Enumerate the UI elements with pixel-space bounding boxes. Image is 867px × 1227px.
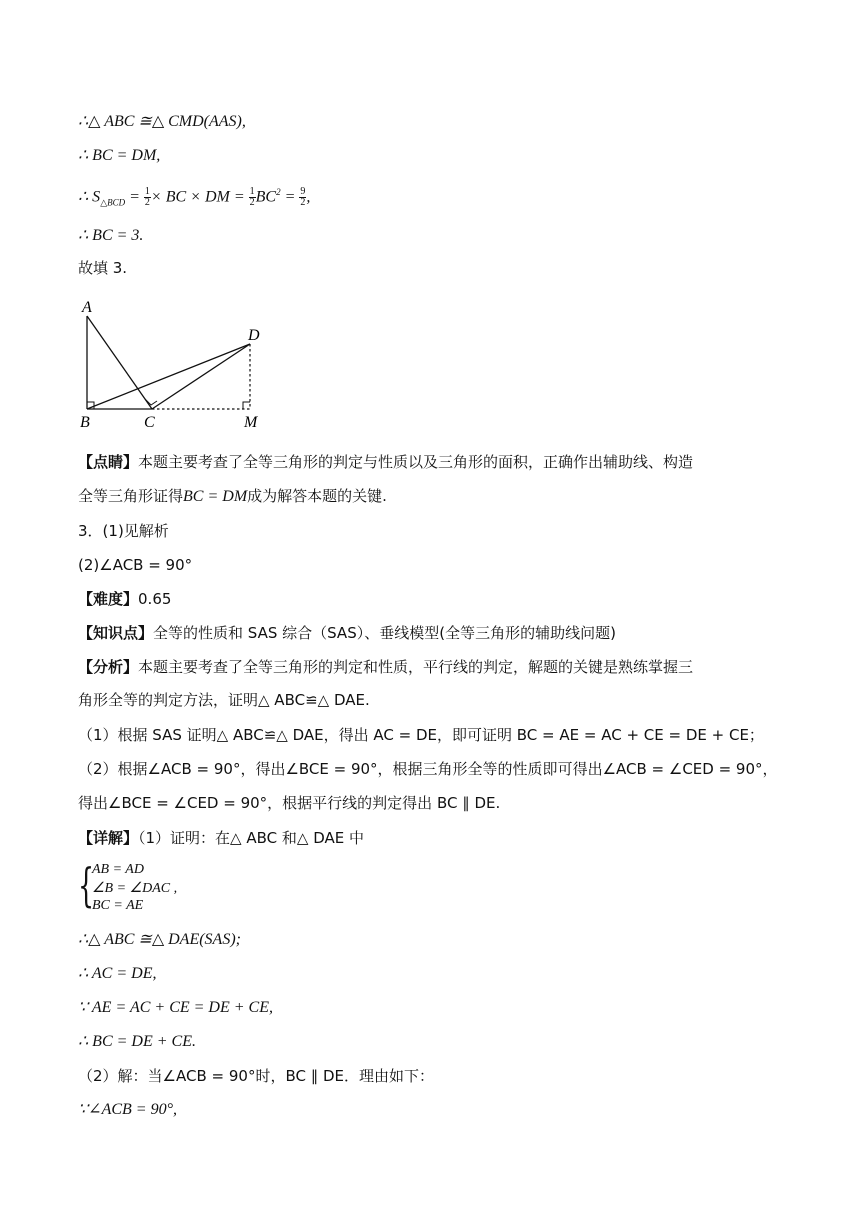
proof-line-bc-dm: ∴ BC = DM, (78, 147, 161, 164)
area-comma: , (306, 188, 311, 206)
label-c: C (144, 414, 155, 431)
knowledge-line (78, 623, 616, 643)
segment-bd (87, 344, 250, 409)
label-a: A (82, 299, 92, 316)
dianjing-line-1 (78, 452, 693, 472)
analysis-text-1: 本题主要考查了全等三角形的判定和性质，平行线的判定，解题的关键是熟练掌握三 (138, 658, 694, 676)
dianjing-text-1: 本题主要考查了全等三角形的判定与性质以及三角形的面积，正确作出辅助线、构造 (138, 453, 694, 471)
label-m: M (244, 414, 258, 431)
fraction-half-2: $\frac{1}{2}$ (249, 186, 255, 209)
detail-text: （1）证明：在△ ABC 和△ DAE 中 (138, 829, 364, 847)
label-b: B (80, 414, 90, 431)
area-eq2: = (280, 188, 300, 206)
difficulty-line (78, 589, 171, 609)
segment-ac (87, 316, 152, 409)
detail-label: 【详解】 (78, 829, 139, 847)
solution-line-2: ∴ AC = DE, (78, 965, 157, 982)
area-eq1: = (125, 188, 144, 206)
analysis-line-2: 角形全等的判定方法，证明△ ABC≌△ DAE. (78, 691, 370, 709)
segment-cd (152, 344, 250, 409)
analysis-point-1: （1）根据 SAS 证明△ ABC≌△ DAE，得出 AC = DE，即可证明 BC = AE = AC + CE = DE + CE； (78, 726, 764, 744)
analysis-point-3: 得出∠BCE = ∠CED = 90°，根据平行线的判定得出 BC ∥ DE. (78, 794, 501, 812)
analysis-label: 【分析】 (78, 658, 139, 676)
system-brace: { (78, 858, 95, 912)
label-d: D (248, 327, 260, 344)
dianjing-label: 【点睛】 (78, 453, 139, 471)
knowledge-text: 全等的性质和 SAS 综合（SAS）、垂线模型(全等三角形的辅助线问题) (153, 624, 616, 642)
area-square: 2 (276, 187, 281, 197)
analysis-point-2: （2）根据∠ACB = 90°，得出∠BCE = 90°，根据三角形全等的性质即可得出∠ACB = ∠CED = 90°， (78, 760, 778, 778)
solution-line-5: （2）解：当∠ACB = 90°时，BC ∥ DE．理由如下： (78, 1067, 435, 1085)
system-row-3: BC = AE (92, 898, 144, 913)
fraction-half-1: $\frac{1}{2}$ (144, 186, 150, 209)
system-row-1: AB = AD (92, 862, 144, 877)
area-product: × BC × DM = (150, 188, 249, 206)
area-prefix: ∴ S (78, 188, 101, 206)
q3-answer-2: (2)∠ACB = 90° (78, 556, 193, 574)
proof-line-congruence: ∴△ ABC ≅△ CMD(AAS), (78, 113, 246, 130)
dianjing-text-2b: 成为解答本题的关键. (247, 487, 387, 505)
dianjing-math: BC = DM (183, 488, 248, 505)
solution-line-4: ∴ BC = DE + CE. (78, 1033, 196, 1050)
detail-line (78, 828, 364, 848)
dianjing-line-2 (78, 486, 387, 507)
analysis-line-1 (78, 657, 693, 677)
solution-line-1: ∴△ ABC ≅△ DAE(SAS); (78, 931, 241, 948)
fraction-nine-halves: $\frac{9}{2}$ (300, 186, 306, 209)
system-row-2: ∠B = ∠DAC , (92, 881, 178, 896)
proof-line-bc-3: ∴ BC = 3. (78, 227, 144, 244)
area-subscript: △BCD (100, 197, 126, 208)
q3-answer-1: 3．(1)见解析 (78, 522, 169, 540)
solution-line-6: ∵∠ACB = 90°, (78, 1101, 177, 1118)
proof-line-area (78, 182, 310, 213)
solution-line-3: ∵ AE = AC + CE = DE + CE, (78, 999, 273, 1016)
answer-fill: 故填 3. (78, 259, 128, 277)
difficulty-value: 0.65 (138, 590, 172, 608)
area-bc: BC (255, 188, 277, 206)
right-angle-m (243, 402, 250, 409)
geometry-figure (78, 296, 278, 434)
knowledge-label: 【知识点】 (78, 624, 154, 642)
difficulty-label: 【难度】 (78, 590, 139, 608)
dianjing-text-2a: 全等三角形证得 (78, 487, 184, 505)
